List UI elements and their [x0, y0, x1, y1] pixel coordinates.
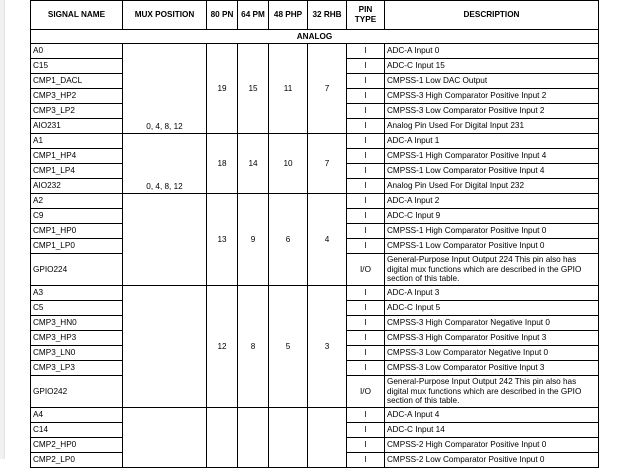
table-row — [31, 44, 599, 59]
pin-type-cell: I — [347, 301, 385, 316]
description-cell: CMPSS-2 High Comparator Positive Input 0 — [385, 438, 599, 453]
pin-number-pn80: 12 — [207, 286, 238, 408]
header-mux-position: MUX POSITION — [123, 1, 207, 30]
pin-type-cell: I — [347, 74, 385, 89]
pin-number-pn80: 19 — [207, 44, 238, 134]
signal-name-cell: CMP1_HP4 — [31, 149, 123, 164]
section-title: ANALOG — [31, 30, 599, 44]
pin-number-pm64: 8 — [238, 286, 269, 408]
pin-number-rhb32: 4 — [308, 194, 347, 286]
description-cell: ADC-C Input 15 — [385, 59, 599, 74]
mux-position-value: 0, 4, 8, 12 — [146, 122, 183, 131]
signal-name-cell: AIO232 — [31, 179, 123, 194]
pin-type-cell: I — [347, 89, 385, 104]
pin-number-php48: 6 — [269, 194, 308, 286]
pin-number-rhb32: 7 — [308, 44, 347, 134]
pin-type-cell: I — [347, 179, 385, 194]
mux-position-cell — [123, 286, 207, 408]
pin-number-php48: 10 — [269, 134, 308, 194]
pin-type-cell: I — [347, 408, 385, 423]
pin-type-cell: I — [347, 239, 385, 254]
pin-type-cell: I — [347, 286, 385, 301]
signal-name-cell: CMP1_LP0 — [31, 239, 123, 254]
pin-type-cell: I — [347, 134, 385, 149]
pin-type-cell: I/O — [347, 254, 385, 286]
description-cell: CMPSS-1 High Comparator Positive Input 0 — [385, 224, 599, 239]
signal-name-cell: A2 — [31, 194, 123, 209]
pin-type-cell: I — [347, 346, 385, 361]
signal-name-cell: GPIO224 — [31, 254, 123, 286]
description-cell: CMPSS-2 Low Comparator Positive Input 0 — [385, 453, 599, 468]
header-pin-type: PIN TYPE — [347, 1, 385, 30]
description-cell: CMPSS-3 High Comparator Positive Input 3 — [385, 331, 599, 346]
pin-number-pn80: 13 — [207, 194, 238, 286]
pin-type-cell: I — [347, 438, 385, 453]
table-row — [31, 134, 599, 149]
pin-number-pm64: 9 — [238, 194, 269, 286]
description-cell: CMPSS-3 Low Comparator Positive Input 2 — [385, 104, 599, 119]
description-cell: ADC-A Input 1 — [385, 134, 599, 149]
signal-name-cell: CMP1_LP4 — [31, 164, 123, 179]
pin-type-cell: I — [347, 453, 385, 468]
pin-type-cell: I — [347, 331, 385, 346]
description-cell: ADC-A Input 3 — [385, 286, 599, 301]
signal-name-cell: CMP3_LP2 — [31, 104, 123, 119]
signal-name-cell: A0 — [31, 44, 123, 59]
description-cell: ADC-C Input 9 — [385, 209, 599, 224]
header-32rhb: 32 RHB — [308, 1, 347, 30]
table-row — [31, 408, 599, 423]
pin-number-pn80: 18 — [207, 134, 238, 194]
signal-name-cell: CMP1_DACL — [31, 74, 123, 89]
description-cell: General-Purpose Input Output 224 This pin also has digital mux functions which are described in the GPIO section of this table. — [385, 254, 599, 286]
signal-name-cell: A3 — [31, 286, 123, 301]
signal-name-cell: CMP2_LP0 — [31, 453, 123, 468]
signal-name-cell: A4 — [31, 408, 123, 423]
pin-number-php48: 5 — [269, 286, 308, 408]
description-cell: CMPSS-1 High Comparator Positive Input 4 — [385, 149, 599, 164]
description-cell: General-Purpose Input Output 242 This pin also has digital mux functions which are described in the GPIO section of this table. — [385, 376, 599, 408]
pin-number-pm64 — [238, 408, 269, 468]
signal-name-cell: CMP3_HP2 — [31, 89, 123, 104]
pin-number-pm64: 14 — [238, 134, 269, 194]
description-cell: CMPSS-1 Low Comparator Positive Input 4 — [385, 164, 599, 179]
pin-type-cell: I — [347, 194, 385, 209]
pin-number-rhb32: 3 — [308, 286, 347, 408]
mux-position-cell — [123, 134, 207, 194]
signal-name-cell: GPIO242 — [31, 376, 123, 408]
pin-type-cell: I — [347, 164, 385, 179]
signal-name-cell: CMP1_HP0 — [31, 224, 123, 239]
pin-number-rhb32: 7 — [308, 134, 347, 194]
description-cell: CMPSS-1 Low DAC Output — [385, 74, 599, 89]
signal-name-cell: CMP3_HP3 — [31, 331, 123, 346]
pin-type-cell: I — [347, 361, 385, 376]
description-cell: ADC-A Input 4 — [385, 408, 599, 423]
mux-position-value: 0, 4, 8, 12 — [146, 182, 183, 191]
signal-name-cell: C5 — [31, 301, 123, 316]
description-cell: CMPSS-1 Low Comparator Positive Input 0 — [385, 239, 599, 254]
left-panel-edge — [0, 0, 5, 459]
pin-type-cell: I — [347, 316, 385, 331]
signal-name-cell: AIO231 — [31, 119, 123, 134]
description-cell: ADC-A Input 2 — [385, 194, 599, 209]
description-cell: ADC-A Input 0 — [385, 44, 599, 59]
pin-type-cell: I — [347, 149, 385, 164]
header-signal-name: SIGNAL NAME — [31, 1, 123, 30]
description-cell: ADC-C Input 14 — [385, 423, 599, 438]
signal-name-cell: CMP3_LP3 — [31, 361, 123, 376]
pin-type-cell: I — [347, 59, 385, 74]
pin-number-php48 — [269, 408, 308, 468]
description-cell: CMPSS-3 High Comparator Positive Input 2 — [385, 89, 599, 104]
signal-name-cell: C9 — [31, 209, 123, 224]
pin-type-cell: I — [347, 209, 385, 224]
description-cell: ADC-C Input 5 — [385, 301, 599, 316]
header-description: DESCRIPTION — [385, 1, 599, 30]
pin-attributes-table — [30, 0, 599, 468]
description-cell: CMPSS-3 Low Comparator Negative Input 0 — [385, 346, 599, 361]
pin-type-cell: I — [347, 423, 385, 438]
section-row-analog — [31, 30, 599, 44]
table-row — [31, 286, 599, 301]
pin-type-cell: I — [347, 104, 385, 119]
signal-name-cell: CMP3_LN0 — [31, 346, 123, 361]
pin-type-cell: I — [347, 44, 385, 59]
pin-number-pn80 — [207, 408, 238, 468]
description-cell: CMPSS-3 High Comparator Negative Input 0 — [385, 316, 599, 331]
table-row — [31, 194, 599, 209]
mux-position-cell — [123, 194, 207, 286]
header-80pn: 80 PN — [207, 1, 238, 30]
description-cell: Analog Pin Used For Digital Input 231 — [385, 119, 599, 134]
pin-type-cell: I — [347, 224, 385, 239]
pin-number-pm64: 15 — [238, 44, 269, 134]
table-header-row — [31, 1, 599, 30]
signal-name-cell: C14 — [31, 423, 123, 438]
signal-name-cell: C15 — [31, 59, 123, 74]
pin-number-rhb32 — [308, 408, 347, 468]
description-cell: Analog Pin Used For Digital Input 232 — [385, 179, 599, 194]
header-64pm: 64 PM — [238, 1, 269, 30]
pin-type-cell: I — [347, 119, 385, 134]
signal-name-cell: CMP2_HP0 — [31, 438, 123, 453]
signal-name-cell: A1 — [31, 134, 123, 149]
description-cell: CMPSS-3 Low Comparator Positive Input 3 — [385, 361, 599, 376]
header-48php: 48 PHP — [269, 1, 308, 30]
pin-number-php48: 11 — [269, 44, 308, 134]
pin-type-cell: I/O — [347, 376, 385, 408]
mux-position-cell — [123, 408, 207, 468]
signal-name-cell: CMP3_HN0 — [31, 316, 123, 331]
mux-position-cell — [123, 44, 207, 134]
